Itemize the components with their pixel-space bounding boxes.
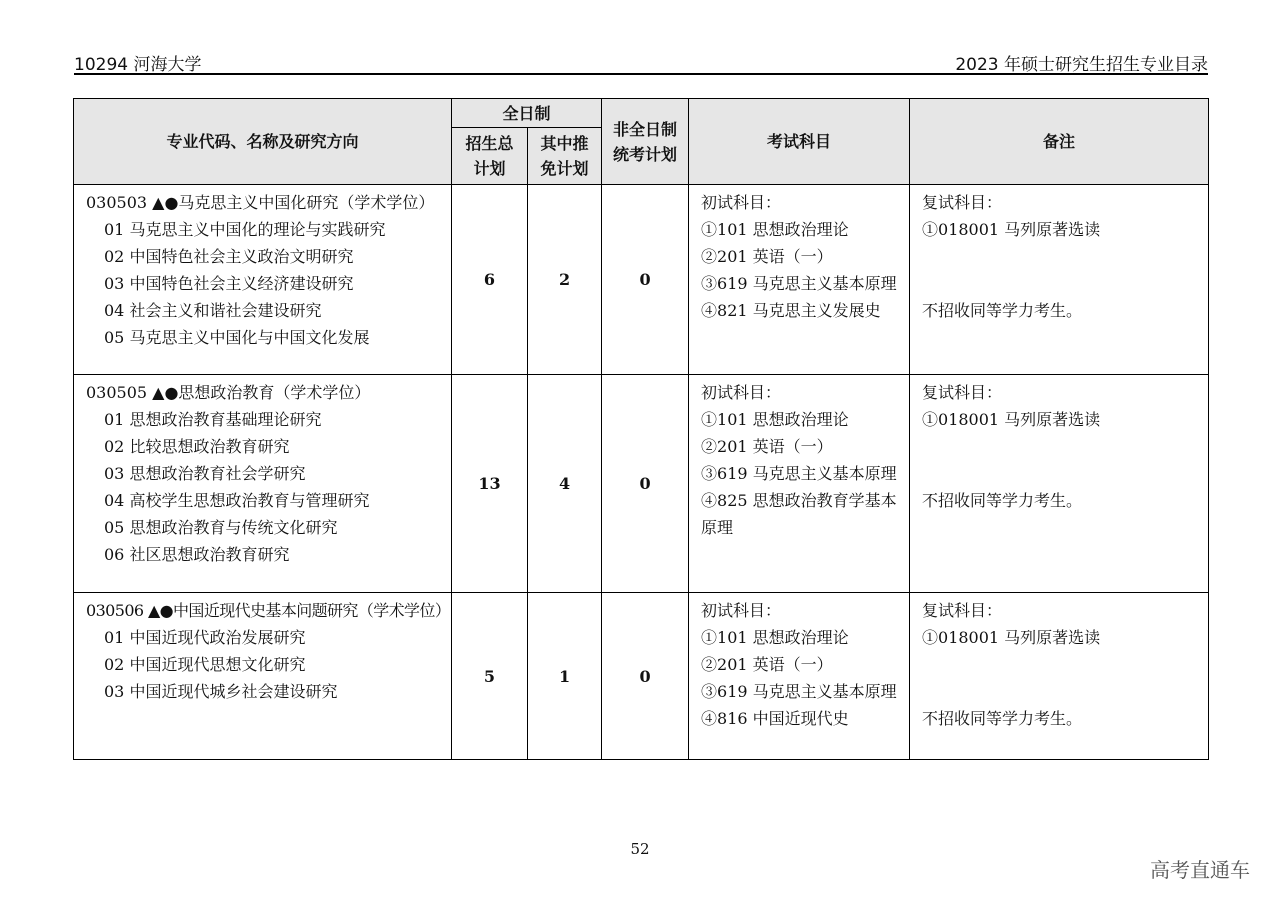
direction-item: 01 中国近现代政治发展研究 [104,628,306,647]
exam-item: ③619 马克思主义基本原理 [701,464,897,483]
watermark-text: 高考直通车 [1150,858,1250,882]
table-row [74,593,1209,760]
header-parttime [602,99,689,185]
exam-item: ②201 英语（一） [701,437,833,456]
page-number: 52 [630,840,650,858]
exam-item: ③619 马克思主义基本原理 [701,274,897,293]
exam-item: ④821 马克思主义发展史 [701,301,881,320]
major-title: 030503 ▲●马克思主义中国化研究（学术学位） [86,193,435,212]
direction-item: 05 马克思主义中国化与中国文化发展 [104,328,370,347]
header-exam: 考试科目 [689,99,910,185]
note-extra: 不招收同等学力考生。 [922,491,1083,510]
direction-item: 01 马克思主义中国化的理论与实践研究 [104,220,386,239]
recommended-plan: 1 [528,593,602,760]
exam-item: ①101 思想政治理论 [701,410,849,429]
note-cell [910,593,1209,760]
exam-item: ①101 思想政治理论 [701,628,849,647]
direction-item: 03 中国特色社会主义经济建设研究 [104,274,354,293]
direction-item: 04 高校学生思想政治教育与管理研究 [104,491,370,510]
header-total [452,128,528,185]
major-title: 030505 ▲●思想政治教育（学术学位） [86,383,371,402]
direction-item: 03 思想政治教育社会学研究 [104,464,306,483]
exam-title: 初试科目： [701,383,782,402]
total-plan: 13 [452,375,528,593]
exam-cell [689,375,910,593]
header-total-line2: 计划 [473,159,506,178]
parttime-plan: 0 [602,185,689,375]
exam-cell [689,185,910,375]
exam-item: ④825 思想政治教育学基本原理 [701,491,897,537]
note-cell [910,375,1209,593]
major-cell [74,375,452,593]
note-subject: ①018001 马列原著选读 [922,220,1101,239]
direction-item: 02 中国近现代思想文化研究 [104,655,306,674]
recommended-plan: 4 [528,375,602,593]
exam-title: 初试科目： [701,193,782,212]
parttime-plan: 0 [602,375,689,593]
note-title: 复试科目： [922,193,1003,212]
header-recommended [528,128,602,185]
note-extra: 不招收同等学力考生。 [922,709,1083,728]
note-subject: ①018001 马列原著选读 [922,628,1101,647]
direction-item: 02 中国特色社会主义政治文明研究 [104,247,354,266]
header-recommended-line2: 免计划 [540,159,589,178]
note-title: 复试科目： [922,601,1003,620]
total-plan: 6 [452,185,528,375]
catalog-title: 2023 年硕士研究生招生专业目录 [955,55,1208,75]
catalog-table [73,98,1209,760]
note-title: 复试科目： [922,383,1003,402]
page-header [74,50,1208,74]
header-recommended-line1: 其中推 [540,134,589,153]
table-row [74,375,1209,593]
exam-item: ③619 马克思主义基本原理 [701,682,897,701]
parttime-plan: 0 [602,593,689,760]
direction-item: 04 社会主义和谐社会建设研究 [104,301,322,320]
exam-item: ④816 中国近现代史 [701,709,849,728]
header-fulltime: 全日制 [452,99,602,128]
header-parttime-line1: 非全日制 [613,119,678,139]
major-title: 030506 ▲●中国近现代史基本问题研究（学术学位） [86,601,451,620]
exam-item: ②201 英语（一） [701,655,833,674]
table-row [74,185,1209,375]
header-parttime-line2: 统考计划 [613,144,678,164]
header-total-line1: 招生总 [465,134,514,153]
header-rule [74,73,1208,75]
exam-title: 初试科目： [701,601,782,620]
total-plan: 5 [452,593,528,760]
note-cell [910,185,1209,375]
exam-item: ②201 英语（一） [701,247,833,266]
direction-item: 05 思想政治教育与传统文化研究 [104,518,338,537]
university-label: 10294 河海大学 [74,55,202,75]
header-note: 备注 [910,99,1209,185]
note-extra: 不招收同等学力考生。 [922,301,1083,320]
recommended-plan: 2 [528,185,602,375]
major-cell [74,593,452,760]
major-cell [74,185,452,375]
direction-item: 01 思想政治教育基础理论研究 [104,410,322,429]
exam-item: ①101 思想政治理论 [701,220,849,239]
direction-item: 02 比较思想政治教育研究 [104,437,290,456]
direction-item: 03 中国近现代城乡社会建设研究 [104,682,338,701]
note-subject: ①018001 马列原著选读 [922,410,1101,429]
header-major: 专业代码、名称及研究方向 [74,99,452,185]
direction-item: 06 社区思想政治教育研究 [104,545,290,564]
exam-cell [689,593,910,760]
